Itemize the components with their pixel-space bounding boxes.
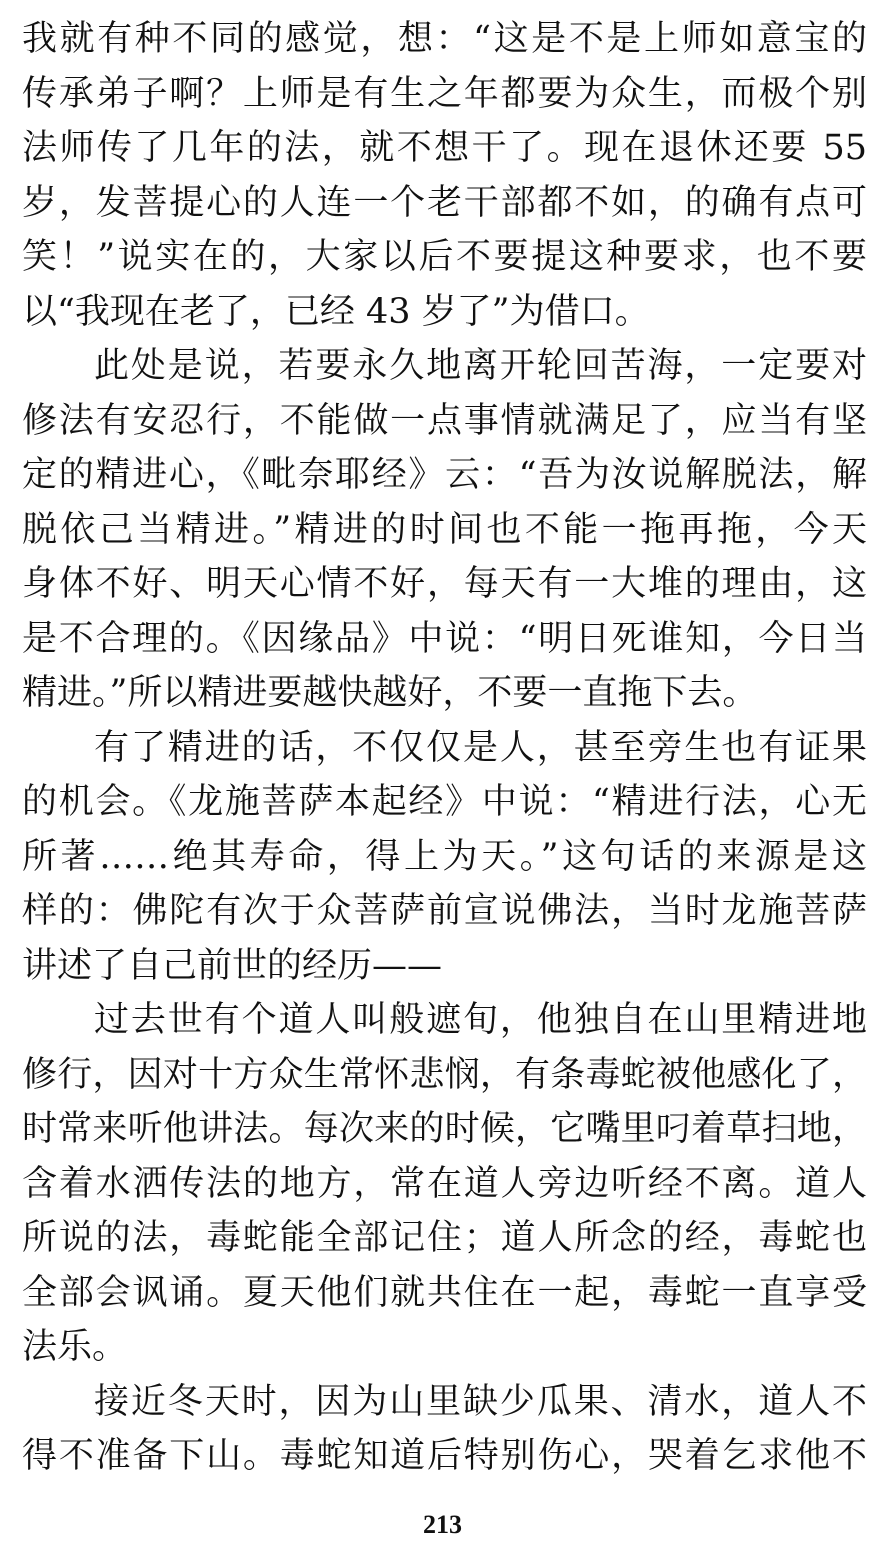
text-line: 时常来听他讲法。每次来的时候，它嘴里叼着草扫地， — [22, 1109, 867, 1149]
text-line: 样的：佛陀有次于众菩萨前宣说佛法，当时龙施菩萨 — [22, 891, 867, 931]
text-line: 得不准备下山。毒蛇知道后特别伤心，哭着乞求他不 — [22, 1436, 867, 1476]
text-line: 精进。”所以精进要越快越好，不要一直拖下去。 — [22, 673, 758, 713]
text-line: 是不合理的。《因缘品》中说：“明日死谁知，今日当 — [22, 618, 867, 659]
text-line: 身体不好、明天心情不好，每天有一大堆的理由，这 — [22, 564, 867, 604]
text-line: 传承弟子啊？上师是有生之年都要为众生，而极个别 — [22, 73, 867, 114]
text-line: 脱依己当精进。”精进的时间也不能一拖再拖，今天 — [22, 509, 867, 550]
text-line: 修法有安忍行，不能做一点事情就满足了，应当有坚 — [22, 400, 867, 441]
body-text — [22, 12, 867, 1484]
text-line: 法师传了几年的法，就不想干了。现在退休还要 55 — [22, 128, 867, 168]
text-line: 所说的法，毒蛇能全部记住；道人所念的经，毒蛇也 — [22, 1218, 867, 1258]
text-line: 以“我现在老了，已经 43 岁了”为借口。 — [22, 291, 650, 332]
text-line: 的机会。《龙施菩萨本起经》中说：“精进行法，心无 — [22, 782, 867, 822]
text-line: 定的精进心，《毗奈耶经》云：“吾为汝说解脱法，解 — [22, 455, 867, 495]
text-line: 含着水洒传法的地方，常在道人旁边听经不离。道人 — [22, 1163, 867, 1204]
text-line: 我就有种不同的感觉，想：“这是不是上师如意宝的 — [22, 19, 867, 59]
text-line: 法乐。 — [22, 1327, 128, 1367]
text-line: 修行，因对十方众生常怀悲悯，有条毒蛇被他感化了， — [22, 1054, 867, 1095]
paragraph-start-line: 接近冬天时，因为山里缺少瓜果、清水，道人不 — [94, 1381, 867, 1422]
text-line: 全部会讽诵。夏天他们就共住在一起，毒蛇一直享受 — [22, 1272, 867, 1313]
paragraph-start-line: 过去世有个道人叫般遮旬，他独自在山里精进地 — [94, 1000, 867, 1040]
text-line: 所著……绝其寿命，得上为天。”这句话的来源是这 — [22, 836, 867, 877]
paragraph-start-line: 有了精进的话，不仅仅是人，甚至旁生也有证果 — [94, 727, 867, 768]
text-line: 笑！”说实在的，大家以后不要提这种要求，也不要 — [22, 237, 867, 277]
text-line: 岁，发菩提心的人连一个老干部都不如，的确有点可 — [22, 182, 867, 223]
page-number: 213 — [423, 1510, 462, 1539]
paragraph-start-line: 此处是说，若要永久地离开轮回苦海，一定要对 — [94, 346, 867, 386]
text-line: 讲述了自己前世的经历—— — [22, 945, 443, 986]
